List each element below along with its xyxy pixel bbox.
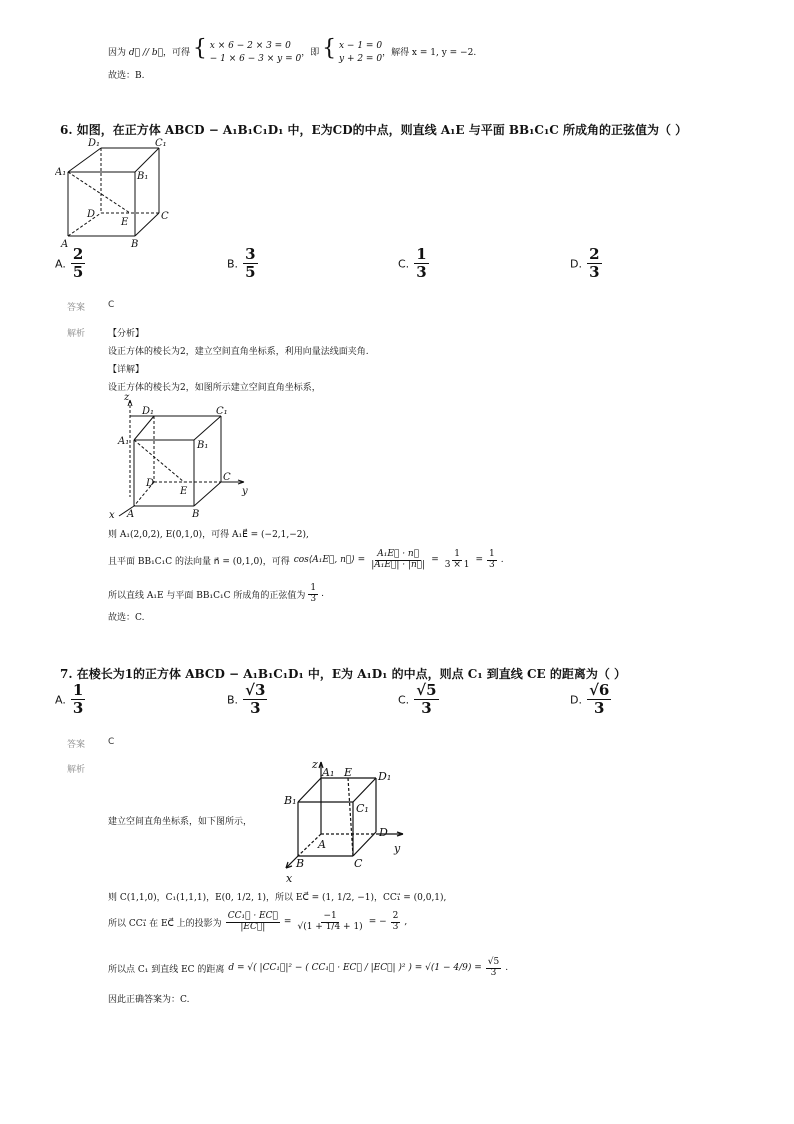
option-letter: B. — [227, 693, 239, 707]
option-numerator: √5 — [416, 681, 437, 699]
label-E: E — [121, 217, 129, 228]
fraction-denominator: |A₁E⃗| · |n⃗| — [371, 559, 426, 570]
question-7-stem: 7. 在棱长为1的正方体 ABCD − A₁B₁C₁D₁ 中，E为 A₁D₁ 的中点，则点 C₁ 到直线 CE 的距离为（ ） — [60, 667, 627, 681]
label-A: A — [127, 509, 135, 520]
option-denominator: 3 — [416, 262, 427, 281]
option-letter: C. — [398, 257, 410, 271]
q7-coordinate-figure — [278, 756, 408, 886]
label-D: D — [379, 826, 388, 839]
option-numerator: 2 — [72, 245, 84, 263]
label-E: E — [180, 486, 188, 497]
q6-coordinate-figure — [104, 392, 254, 520]
option-letter: D. — [570, 693, 582, 707]
fraction-numerator: 1 — [489, 549, 495, 559]
fraction-denominator: 3 — [310, 593, 317, 604]
analysis-text: 设正方体的棱长为2，建立空间直角坐标系，利用向量法线面夹角. — [108, 347, 369, 357]
label-C1: C₁ — [155, 138, 167, 149]
label-C: C — [223, 472, 231, 483]
label-A: A — [61, 239, 69, 250]
detail-text: 设正方体的棱长为2，如图所示建立空间直角坐标系， — [108, 383, 321, 393]
option-letter: B. — [227, 257, 239, 271]
coords-line: 则 A₁(2,0,2), E(0,1,0)，可得 A₁E⃗ = (−2,1,−2), — [108, 530, 309, 540]
fraction-denominator: 3 — [490, 967, 497, 978]
option-letter: A. — [55, 257, 66, 271]
option-numerator: 2 — [589, 245, 600, 263]
equation-system-2 — [339, 40, 382, 66]
fraction-numerator: 1 — [310, 583, 317, 593]
fraction-denominator: √(1 + 1/4 + 1) — [297, 921, 363, 932]
analysis-label: 解析 — [67, 765, 86, 775]
answer-label: 答案 — [67, 740, 86, 750]
fraction-denominator: 3 — [392, 921, 399, 932]
fraction-denominator: 3 × 1 — [444, 559, 470, 570]
equation: y + 2 = 0 — [339, 53, 383, 64]
option-denominator: 3 — [72, 698, 84, 717]
option-denominator: 3 — [250, 698, 261, 717]
fraction-numerator: 2 — [392, 911, 399, 921]
label-C1: C₁ — [216, 406, 228, 417]
q7-option-C[interactable] — [398, 682, 439, 716]
cos-formula-line: 且平面 BB₁C₁C 的法向量 n⃗ = (0,1,0)，可得 cos⟨A₁E⃗, n⃗⟩ = $\frac{\text{A₁E⃗ · n⃗}}{\text{|A₁E⃗| · |n⃗|}}$ = $\frac{1}{3 \times 1}$ = $\frac{1}{3}$ . — [108, 549, 504, 570]
option-numerator: √6 — [589, 681, 610, 699]
label-B: B — [296, 857, 305, 870]
text-segment: ，即 — [301, 48, 320, 58]
fraction-numerator: 1 — [454, 549, 460, 559]
answer-value: C — [108, 300, 115, 310]
coords-line: 则 C(1,1,0)，C₁(1,1,1)，E(0, 1/2, 1)，所以 EC⃗ = (1, 1/2, −1)，CC₁⃗ = (0,0,1), — [108, 893, 447, 903]
label-B1: B₁ — [284, 794, 297, 807]
option-letter: C. — [398, 693, 410, 707]
analysis-label: 解析 — [67, 329, 86, 339]
q6-option-C[interactable] — [398, 246, 429, 280]
label-D1: D₁ — [378, 770, 392, 783]
normal-vector-text: 且平面 BB₁C₁C 的法向量 n⃗ = (0,1,0)，可得 — [108, 556, 290, 567]
prev-solution-line — [108, 38, 476, 66]
option-letter: A. — [55, 693, 66, 707]
axis-y-label: y — [242, 486, 248, 497]
option-denominator: 3 — [593, 698, 605, 717]
distance-formula: d = √( |CC₁⃗|² − ( CC₁⃗ · EC⃗ / |EC⃗| )² ) = √(1 − 4/9) = — [228, 963, 482, 974]
text-segment: ，可得 — [163, 48, 191, 58]
equation: x × 6 − 2 × 3 = 0 — [209, 40, 291, 51]
option-denominator: 5 — [245, 262, 256, 281]
label-C: C — [354, 857, 363, 870]
fraction-numerator: −1 — [323, 911, 337, 921]
detail-heading: 【详解】 — [108, 365, 145, 375]
label-B: B — [131, 239, 139, 250]
label-A1: A₁ — [322, 766, 335, 779]
analysis-heading: 【分析】 — [108, 329, 145, 339]
q7-option-D[interactable] — [570, 682, 611, 716]
fraction-numerator: CC₁⃗ · EC⃗ — [227, 911, 278, 921]
equation: x − 1 = 0 — [339, 40, 383, 51]
label-A1: A₁ — [118, 436, 130, 447]
system-brace: { — [322, 36, 337, 61]
conclusion-line: 所以直线 A₁E 与平面 BB₁C₁C 所成角的正弦值为 $\frac{1}{3}$ . — [108, 583, 324, 604]
label-B1: B₁ — [137, 171, 149, 182]
option-denominator: 3 — [421, 698, 432, 717]
label-A: A — [318, 838, 326, 851]
choice-line: 故选：B. — [108, 71, 145, 81]
label-D1: D₁ — [142, 406, 155, 417]
q6-option-A[interactable] — [55, 246, 85, 280]
vector-relation: d⃗ // b⃗ — [128, 48, 164, 58]
option-denominator: 3 — [589, 262, 600, 281]
cos-lhs: cos⟨A₁E⃗, n⃗⟩ = — [293, 555, 366, 566]
projection-line: 所以 CC₁⃗ 在 EC⃗ 上的投影为 $\frac{\text{CC₁⃗ · EC⃗}}{|EC⃗|}$ = $\frac{-1}{√(1 + 1/4 + 1)}$ = − $\frac{2}{3}$ , — [108, 911, 408, 932]
axis-x-label: x — [286, 872, 293, 885]
conclusion-text: 所以直线 A₁E 与平面 BB₁C₁C 所成角的正弦值为 — [108, 590, 306, 601]
system-brace: { — [192, 36, 207, 61]
label-A1: A₁ — [55, 167, 67, 178]
projection-text: 所以 CC₁⃗ 在 EC⃗ 上的投影为 — [108, 918, 222, 929]
option-denominator: 5 — [72, 262, 84, 281]
label-B: B — [192, 509, 200, 520]
equation-system-1 — [210, 40, 301, 66]
fraction-numerator: A₁E⃗ · n⃗ — [377, 549, 420, 559]
label-E: E — [344, 766, 353, 779]
axis-z-label: z — [124, 392, 130, 403]
fraction-denominator: |EC⃗| — [240, 921, 266, 932]
axis-x-label: x — [109, 510, 115, 520]
axis-y-label: y — [394, 842, 401, 855]
setup-text: 建立空间直角坐标系，如下图所示， — [108, 817, 253, 827]
fraction-denominator: 3 — [489, 559, 495, 570]
q6-option-B[interactable] — [227, 246, 258, 280]
label-D1: D₁ — [88, 138, 101, 149]
label-C: C — [161, 211, 169, 222]
option-numerator: √3 — [245, 681, 266, 699]
answer-label: 答案 — [67, 303, 86, 313]
text-segment: 因为 — [108, 48, 127, 58]
equation: − 1 × 6 − 3 × y = 0 — [209, 53, 302, 64]
label-D: D — [146, 478, 155, 489]
q6-option-D[interactable] — [570, 246, 602, 280]
answer-value: C — [108, 737, 115, 747]
axis-z-label: z — [312, 758, 318, 771]
option-numerator: 1 — [72, 681, 84, 699]
distance-line: 所以点 C₁ 到直线 EC 的距离 d = √( |CC₁⃗|² − ( CC₁⃗ · EC⃗ / |EC⃗| )² ) = √(1 − 4/9) = $\frac{√5}{3}$ . — [108, 957, 509, 978]
question-6-stem: 6. 如图，在正方体 ABCD − A₁B₁C₁D₁ 中，E为CD的中点，则直线 A₁E 与平面 BB₁C₁C 所成角的正弦值为（ ） — [60, 123, 688, 137]
q6-cube-figure — [55, 135, 185, 250]
choice-line: 故选：C. — [108, 613, 145, 623]
option-numerator: 3 — [245, 245, 256, 263]
fraction-numerator: √5 — [487, 957, 500, 967]
label-D: D — [87, 209, 96, 220]
option-numerator: 1 — [416, 245, 427, 263]
label-C1: C₁ — [356, 802, 369, 815]
label-B1: B₁ — [197, 440, 209, 451]
q7-option-B[interactable] — [227, 682, 267, 716]
equals-minus: = − — [368, 917, 387, 928]
final-answer-line: 因此正确答案为：C. — [108, 995, 190, 1005]
text-segment: ，解得 x = 1, y = −2. — [382, 48, 477, 58]
q7-option-A[interactable] — [55, 682, 85, 716]
distance-text: 所以点 C₁ 到直线 EC 的距离 — [108, 964, 225, 975]
option-letter: D. — [570, 257, 582, 271]
